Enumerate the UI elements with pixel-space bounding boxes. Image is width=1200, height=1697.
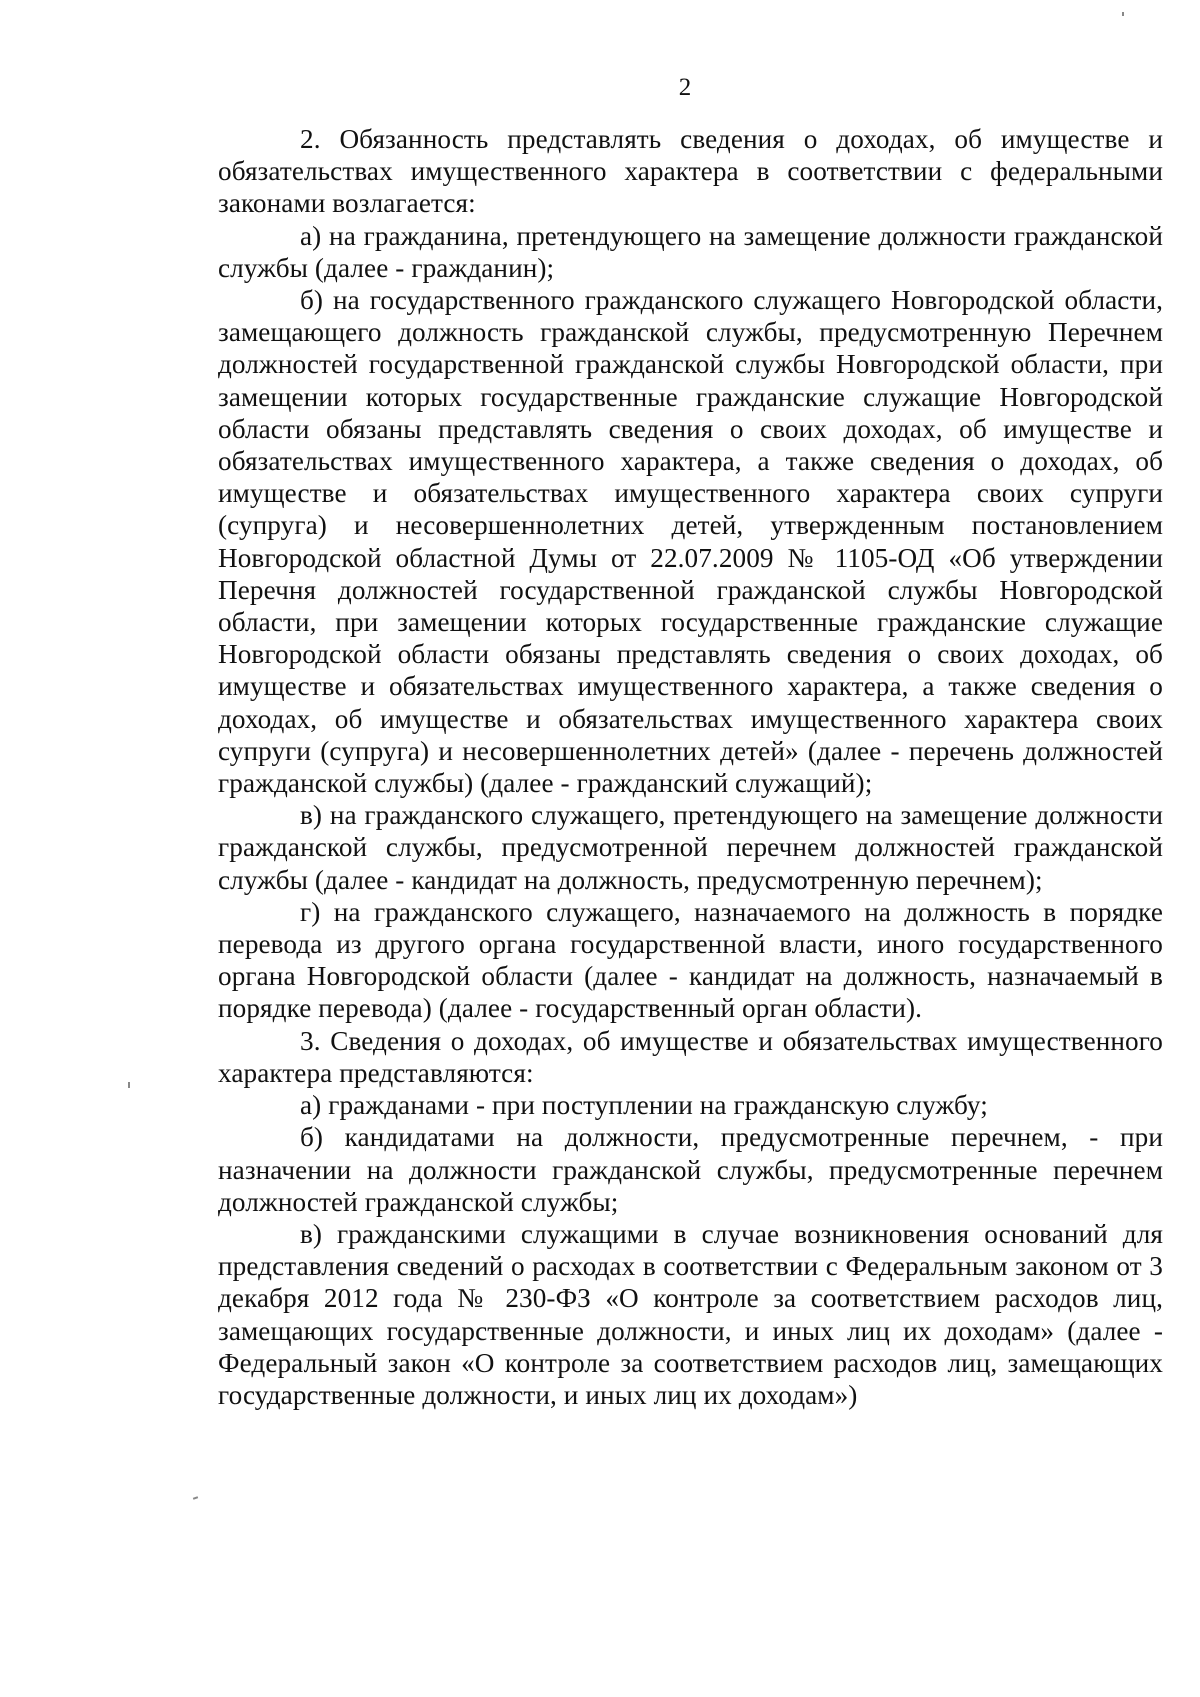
paragraph-2: 2. Обязанность представлять сведения о доходах, об имуществе и обязательствах имущественного характера в соответствии с федеральными законами возлагается:: [218, 124, 1163, 219]
scan-speck: [193, 1496, 198, 1500]
paragraph-2v: в) на гражданского служащего, претендующего на замещение должности гражданской службы, предусмотренной перечнем должностей гражданской службы (далее - кандидат на должность, предусмотренную перечнем);: [218, 800, 1163, 895]
paragraph-3a: а) гражданами - при поступлении на гражданскую службу;: [300, 1090, 988, 1121]
paragraph-2a: а) на гражданина, претендующего на замещение должности гражданской службы (далее - гражданин);: [218, 220, 1163, 283]
paragraph-2b: б) на государственного гражданского служащего Новгородской области, замещающего должность гражданской службы, предусмотренную Перечнем должностей государственной гражданской службы Новгородской области, при замещении которых государственные гражданские служащие Новгородской области обязаны представлять сведения о своих доходах, об имуществе и обязательствах имущественного характера, а также сведения о доходах, об имуществе и обязательствах имущественного характера своих супруги (супруга) и несовершеннолетних детей, утвержденным постановлением Новгородской областной Думы от 22.07.2009 № 1105-ОД «Об утверждении Перечня должностей государственной гражданской службы Новгородской области, при замещении которых государственные гражданские служащие Новгородской области обязаны представлять сведения о своих доходах, об имуществе и обязательствах имущественного характера, а также сведения о доходах, об имуществе и обязательствах имущественного характера своих супруги (супруга) и несовершеннолетних детей» (далее - перечень должностей гражданской службы) (далее - гражданский служащий);: [218, 285, 1163, 799]
paragraph-3b: б) кандидатами на должности, предусмотренные перечнем, - при назначении на должности гражданской службы, предусмотренные перечнем должностей гражданской службы;: [218, 1122, 1163, 1217]
document-body: [218, 123, 1163, 1411]
paragraph-3v: в) гражданскими служащими в случае возникновения оснований для представления сведений о расходах в соответствии с Федеральным законом от 3 декабря 2012 года № 230-ФЗ «О контроле за соответствием расходов лиц, замещающих государственные должности, и иных лиц их доходам» (далее - Федеральный закон «О контроле за соответствием расходов лиц, замещающих государственные должности, и иных лиц их доходам»): [218, 1218, 1163, 1410]
scan-speck: [128, 1082, 130, 1088]
page-number: 2: [678, 74, 692, 101]
paragraph-2g: г) на гражданского служащего, назначаемого на должность в порядке перевода из другого органа государственной власти, иного государственного органа Новгородской области (далее - кандидат на должность, назначаемый в порядке перевода) (далее - государственный орган области).: [218, 896, 1163, 1024]
paragraph-3: 3. Сведения о доходах, об имуществе и обязательствах имущественного характера представляются:: [218, 1025, 1163, 1088]
scan-speck: [1122, 12, 1124, 16]
